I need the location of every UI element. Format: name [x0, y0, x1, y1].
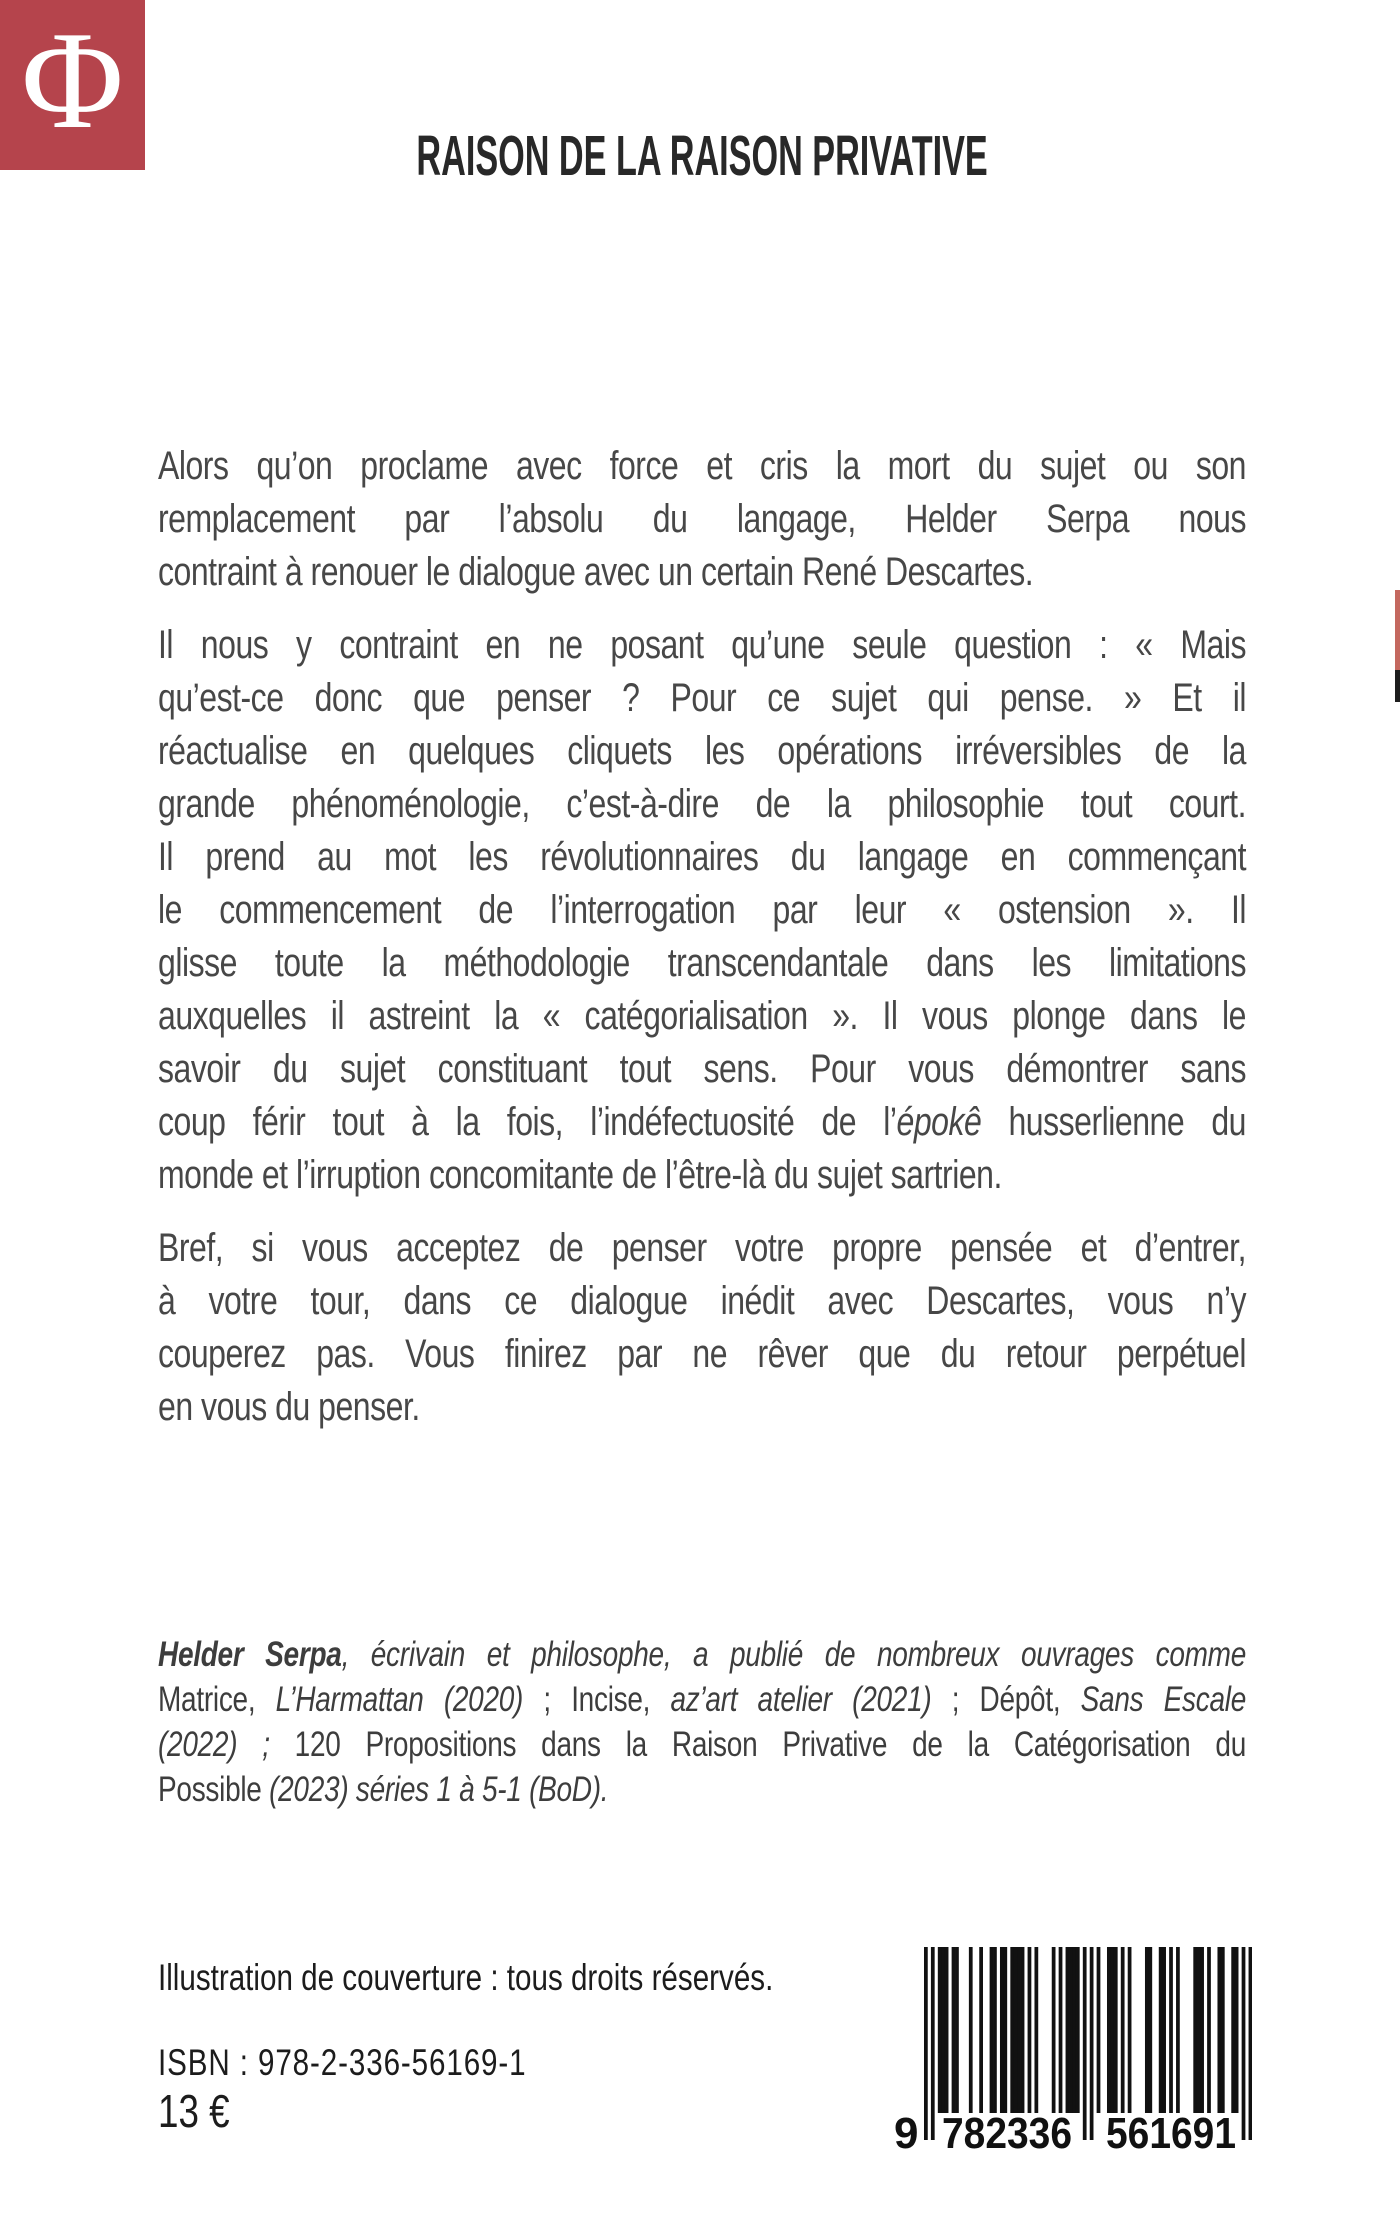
paragraph — [158, 619, 1246, 1202]
text-line: le commencement de l’interrogation par leur « ostension ». Il — [158, 888, 1246, 932]
text-line: coup férir tout à la fois, l’indéfectuosité de l’épokê husserlienne du — [158, 1100, 1246, 1144]
text-line: qu’est-ce donc que penser ? Pour ce sujet qui pense. » Et il — [158, 676, 1246, 720]
author-bio — [158, 1632, 1246, 1812]
edge-scan-mark-red — [1395, 590, 1400, 670]
svg-text:782336: 782336 — [942, 2109, 1072, 2152]
text-line: réactualise en quelques cliquets les opérations irréversibles de la — [158, 729, 1246, 773]
text-line: en vous du penser. — [158, 1385, 420, 1429]
paragraph — [158, 1222, 1246, 1434]
text-line: Bref, si vous acceptez de penser votre propre pensée et d’entrer, — [158, 1226, 1246, 1270]
text-line: monde et l’irruption concomitante de l’être-là du sujet sartrien. — [158, 1153, 1002, 1197]
price-label: 13 € — [158, 2085, 230, 2137]
text-line: Possible (2023) séries 1 à 5-1 (BoD). — [158, 1770, 609, 1809]
text-line: Matrice, L’Harmattan (2020) ; Incise, az’art atelier (2021) ; Dépôt, Sans Escale — [158, 1680, 1246, 1719]
synopsis-text — [158, 440, 1246, 1434]
text-line: contraint à renouer le dialogue avec un certain René Descartes. — [158, 550, 1034, 594]
text-line: Il nous y contraint en ne posant qu’une seule question : « Mais — [158, 623, 1246, 667]
text-line: (2022) ; 120 Propositions dans la Raison Privative de la Catégorisation du — [158, 1725, 1247, 1764]
text-line: à votre tour, dans ce dialogue inédit avec Descartes, vous n’y — [158, 1279, 1246, 1323]
edge-scan-mark-black — [1395, 670, 1400, 702]
paragraph — [158, 440, 1246, 599]
phi-logo-icon: Φ — [21, 3, 124, 158]
text-line: glisse toute la méthodologie transcendantale dans les limitations — [158, 941, 1246, 985]
text-line: auxquelles il astreint la « catégorialisation ». Il vous plonge dans le — [158, 994, 1246, 1038]
title-row — [158, 124, 1246, 199]
text-line: remplacement par l’absolu du langage, Helder Serpa nous — [158, 497, 1246, 541]
ean13-barcode — [894, 1947, 1252, 2152]
isbn-line: ISBN : 978-2-336-56169-1 — [158, 2042, 527, 2083]
publisher-logo — [0, 0, 145, 170]
text-line: Il prend au mot les révolutionnaires du langage en commençant — [158, 835, 1246, 879]
svg-text:561691: 561691 — [1106, 2109, 1236, 2152]
text-line: grande phénoménologie, c’est-à-dire de la philosophie tout court. — [158, 782, 1246, 826]
text-line: savoir du sujet constituant tout sens. Pour vous démontrer sans — [158, 1047, 1246, 1091]
text-line: Alors qu’on proclame avec force et cris la mort du sujet ou son — [158, 444, 1246, 488]
book-title: RAISON DE LA RAISON PRIVATIVE — [416, 124, 988, 188]
svg-text:9: 9 — [894, 2109, 919, 2152]
illustration-credit: Illustration de couverture : tous droits réservés. — [158, 1957, 774, 1998]
text-line: couperez pas. Vous finirez par ne rêver que du retour perpétuel — [158, 1332, 1246, 1376]
text-line: Helder Serpa, écrivain et philosophe, a publié de nombreux ouvrages comme — [158, 1635, 1246, 1674]
